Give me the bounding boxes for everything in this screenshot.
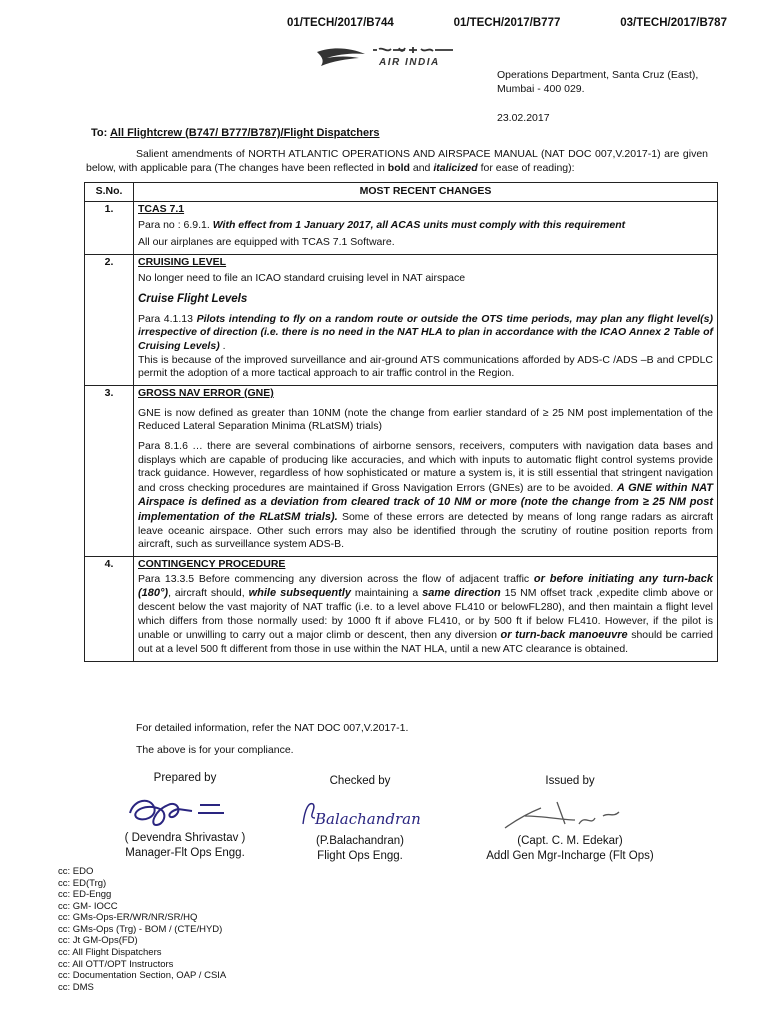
ref-b787: 03/TECH/2017/B787 — [620, 17, 727, 29]
cc-item: cc: All Flight Dispatchers — [58, 947, 162, 959]
cc-item: cc: Jt GM-Ops(FD) — [58, 935, 138, 947]
checked-by-name: (P.Balachandran) — [315, 834, 404, 847]
intro-bold-word: bold — [387, 161, 410, 174]
section-paragraph: GNE is now defined as greater than 10NM (note the change from earlier standard of ≥ 25 NM post implementation of the Reduced Lateral Separation Minima (RLatSM) trials) — [138, 406, 713, 433]
recipients-line — [91, 126, 380, 140]
to-prefix: To: — [91, 127, 108, 139]
row-number: 4. — [85, 557, 134, 661]
table-header-row — [85, 183, 718, 202]
prepared-by-designation: Manager-Flt Ops Engg. — [125, 847, 245, 860]
issued-by-block — [455, 774, 685, 865]
cc-item: cc: GMs-Ops (Trg) - BOM / (CTE/HYD) — [58, 923, 223, 935]
signature-icon — [120, 791, 250, 831]
intro-paragraph — [86, 148, 708, 175]
row-content — [134, 557, 718, 661]
signature-icon — [295, 794, 425, 834]
table-row — [85, 557, 718, 661]
cc-item: cc: Documentation Section, OAP / CSIA — [58, 970, 227, 982]
row-content — [134, 385, 718, 556]
intro-part1: Salient amendments of NORTH ATLANTIC OPERATIONS AND AIRSPACE MANUAL (NAT DOC 007,V.2017-1) are given below, with applicable para (The changes have been reflected in — [86, 148, 708, 174]
issued-by-label: Issued by — [545, 775, 595, 787]
row-content — [134, 254, 718, 385]
section-paragraph: Para 13.3.5 Before commencing any diversion across the flow of adjacent traffic or before initiating any turn-back (180°), aircraft should, while subsequently maintaining a same direction 15 NM offset track ,expedite climb above or descent below the vast majority of NAT traffic (i.e. to a level above FL410 or belowFL280), and then maintain a flight level which differs from those normally used: by 1000 ft if above FL410, or by 500 ft if below FL410. However, if the pilot is unable or unwilling to carry out a major climb or descent, then any diversion or turn-back manoeuvre should be carried out at a level 500 ft different from those in use within the NAT HLA, until a new ATC clearance is obtained. — [138, 572, 714, 655]
table-row — [85, 385, 718, 556]
row-number: 2. — [85, 254, 134, 385]
section-paragraph: No longer need to file an ICAO standard cruising level in NAT airspace — [138, 272, 466, 285]
prepared-by-name: ( Devendra Shrivastav ) — [124, 831, 246, 844]
logo-text: AIR INDIA — [379, 57, 440, 68]
signature-icon — [485, 794, 655, 834]
section-paragraph: Para 8.1.6 … there are several combinations of airborne sensors, receivers, computers with navigation data bases and displays which are capable of producing like accuracies, and which with inputs to automatic flight control systems provide track guidance. However, regardless of how sophisticated or mature a system is, it is still essential that stringent navigation and cross checking procedures are maintained if Gross Navigation Errors (GNEs) are to be avoided. A GNE within NAT Airspace is defined as a deviation from cleared track of 10 NM or more (note the change from ≥ 25 NM post implementation of the RLatSM trials). Some of these errors are detected by means of long range radars as aircraft leave oceanic airspace. Other such errors may also be identified through the scrutiny of routine position reports from aircraft, such as surveillance system ADS-B. — [138, 439, 713, 551]
section-title: CRUISING LEVEL — [138, 255, 227, 268]
cc-item: cc: ED(Trg) — [58, 877, 107, 889]
compliance-note: The above is for your compliance. — [136, 744, 294, 756]
cc-item: cc: DMS — [58, 981, 94, 993]
air-india-logo — [313, 44, 463, 70]
section-subheading: Cruise Flight Levels — [138, 292, 248, 305]
flying-swan-logo-icon — [313, 44, 463, 70]
row-number: 3. — [85, 385, 134, 556]
letter-date: 23.02.2017 — [497, 112, 550, 124]
col-changes-header: MOST RECENT CHANGES — [134, 183, 718, 202]
ref-b777: 01/TECH/2017/B777 — [453, 17, 561, 29]
section-title: TCAS 7.1 — [138, 202, 185, 215]
section-title: GROSS NAV ERROR (GNE) — [138, 386, 274, 399]
row-content — [134, 201, 718, 254]
recipients: All Flightcrew (B747/ B777/B787)/Flight Dispatchers — [109, 127, 380, 139]
intro-and: and — [409, 161, 434, 174]
intro-italic-word: italicized — [433, 161, 478, 174]
cc-item: cc: All OTT/OPT Instructors — [58, 958, 174, 970]
table-row — [85, 201, 718, 254]
checked-by-label: Checked by — [329, 775, 391, 787]
prepared-by-label: Prepared by — [153, 772, 217, 784]
reference-numbers — [287, 16, 727, 31]
section-title: CONTINGENCY PROCEDURE — [138, 558, 286, 571]
cc-item: cc: GMs-Ops-ER/WR/NR/SR/HQ — [58, 912, 198, 924]
reference-note: For detailed information, refer the NAT DOC 007,V.2017-1. — [136, 722, 409, 734]
table-row — [85, 254, 718, 385]
address-block — [497, 68, 698, 96]
cc-list — [58, 866, 226, 993]
ref-b744: 01/TECH/2017/B744 — [287, 17, 394, 29]
checked-by-designation: Flight Ops Engg. — [317, 850, 403, 863]
address-line-2: Mumbai - 400 029. — [497, 83, 585, 96]
issued-by-name: (Capt. C. M. Edekar) — [517, 834, 623, 847]
col-sno-header: S.No. — [85, 183, 134, 202]
signature-text: Balachandran — [315, 809, 421, 828]
section-paragraph: Para no : 6.9.1. With effect from 1 January 2017, all ACAS units must comply with this requirement — [138, 219, 626, 232]
intro-part2: for ease of reading): — [477, 161, 575, 174]
prepared-by-block — [100, 771, 270, 862]
cc-item: cc: GM- IOCC — [58, 900, 118, 912]
issued-by-designation: Addl Gen Mgr-Incharge (Flt Ops) — [486, 850, 654, 863]
cc-item: cc: EDO — [58, 866, 94, 877]
cc-item: cc: ED-Engg — [58, 889, 112, 901]
address-line-1: Operations Department, Santa Cruz (East), — [497, 69, 699, 81]
changes-table — [84, 182, 718, 662]
section-paragraph: All our airplanes are equipped with TCAS 7.1 Software. — [138, 235, 395, 248]
row-number: 1. — [85, 201, 134, 254]
checked-by-block — [285, 774, 435, 865]
section-paragraph: Para 4.1.13 Pilots intending to fly on a random route or outside the OTS time periods, may plan any flight level(s) irrespective of direction (i.e. there is no need in the NAT HLA to plan in accordance with the ICAO Annex 2 Table of Cruising Levels) . This is because of the improved surveillance and air-ground ATS communications afforded by ADS-C /ADS –B and CPDLC permit the adoption of a more tactical approach to air traffic control in the Region. — [138, 312, 713, 380]
